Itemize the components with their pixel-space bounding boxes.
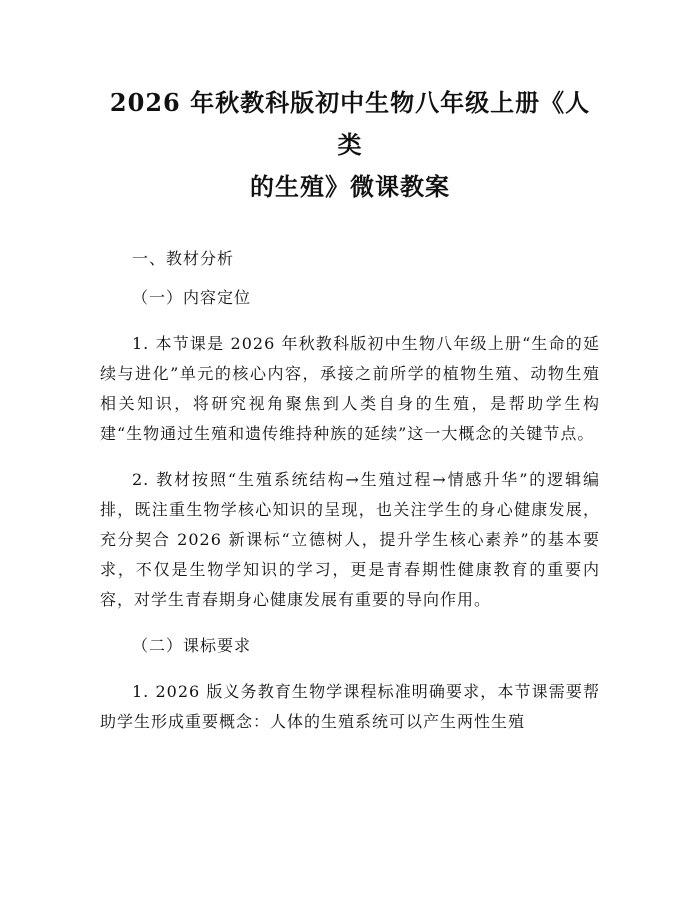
paragraph-3: 1. 2026 版义务教育生物学课程标准明确要求，本节课需要帮助学生形成重要概念：人体的生殖系统可以产生两性生殖 [100, 682, 600, 731]
title-line-2: 的生殖》微课教案 [250, 172, 450, 201]
paragraph-2: 2. 教材按照“生殖系统结构→生殖过程→情感升华”的逻辑编排，既注重生物学核心知识的呈现，也关注学生的身心健康发展，充分契合 2026 新课标“立德树人，提升学生核心素养”的基本要求，不仅是生物学知识的学习，更是青春期性健康教育的重要内容，对学生青春期身心健康发展有重要的导向作用。 [100, 470, 600, 609]
document-title [100, 82, 600, 208]
subsection-heading-content-positioning: （一）内容定位 [132, 288, 252, 307]
section-heading-material-analysis: 一、教材分析 [132, 249, 235, 268]
title-line-1: 2026 年秋教科版初中生物八年级上册《人类 [109, 88, 591, 159]
paragraph-1: 1. 本节课是 2026 年秋教科版初中生物八年级上册“生命的延续与进化”单元的核心内容，承接之前所学的植物生殖、动物生殖相关知识，将研究视角聚焦到人类自身的生殖，是帮助学生构建“生物通过生殖和遗传维持种族的延续”这一大概念的关键节点。 [100, 334, 600, 443]
subsection-heading-curriculum-requirements: （二）课标要求 [132, 636, 252, 655]
